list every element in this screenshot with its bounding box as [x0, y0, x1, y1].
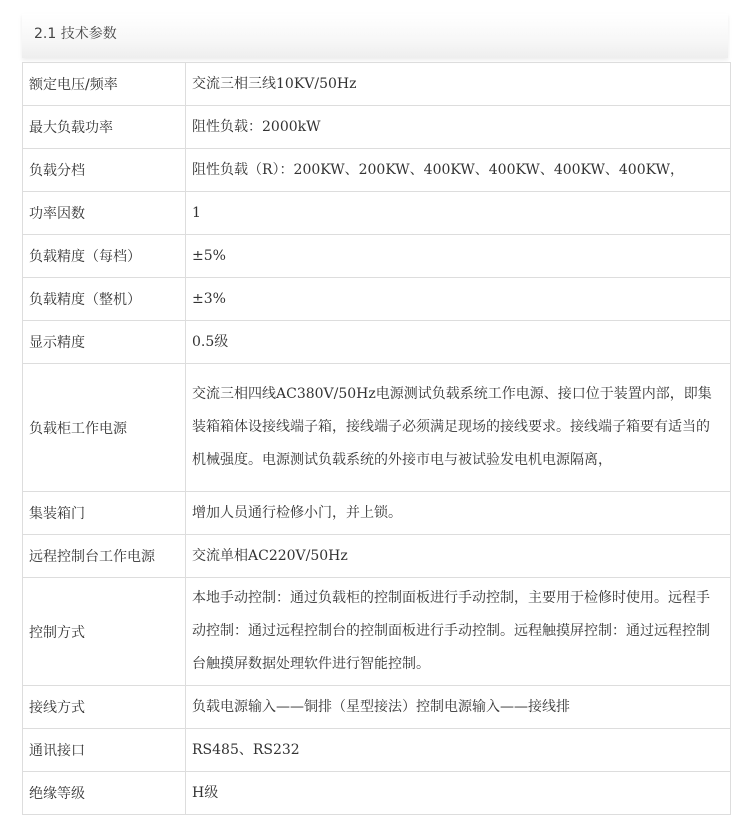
param-label: 绝缘等级: [23, 772, 186, 815]
param-value: 0.5级: [186, 321, 731, 364]
table-row: [23, 192, 731, 235]
param-value: 阻性负载：2000kW: [186, 106, 731, 149]
param-label: 远程控制台工作电源: [23, 535, 186, 578]
param-value: 增加人员通行检修小门，并上锁。: [186, 492, 731, 535]
param-value: 阻性负载（R）：200KW、200KW、400KW、400KW、400KW、400KW，: [186, 149, 731, 192]
param-value: 本地手动控制：通过负载柜的控制面板进行手动控制，主要用于检修时使用。远程手动控制：通过远程控制台的控制面板进行手动控制。远程触摸屏控制：通过远程控制台触摸屏数据处理软件进行智能控制。: [186, 578, 731, 686]
param-label: 功率因数: [23, 192, 186, 235]
param-value: 交流三相三线10KV/50Hz: [186, 63, 731, 106]
param-label: 额定电压/频率: [23, 63, 186, 106]
param-label: 集装箱门: [23, 492, 186, 535]
table-row: [23, 278, 731, 321]
param-value: 1: [186, 192, 731, 235]
param-label: 接线方式: [23, 686, 186, 729]
technical-parameters-table: [22, 62, 731, 815]
table-row: [23, 235, 731, 278]
table-row: [23, 686, 731, 729]
param-label: 负载精度（每档）: [23, 235, 186, 278]
table-row: [23, 321, 731, 364]
section-title: 2.1 技术参数: [34, 26, 117, 42]
section-header: [22, 14, 728, 58]
table-row: [23, 492, 731, 535]
param-label: 控制方式: [23, 578, 186, 686]
param-label: 负载柜工作电源: [23, 364, 186, 492]
param-value: ±3%: [186, 278, 731, 321]
param-label: 通讯接口: [23, 729, 186, 772]
table-row: [23, 535, 731, 578]
table-row: [23, 106, 731, 149]
table-row: [23, 772, 731, 815]
param-label: 最大负载功率: [23, 106, 186, 149]
param-value: 交流单相AC220V/50Hz: [186, 535, 731, 578]
param-label: 负载精度（整机）: [23, 278, 186, 321]
table-row: [23, 364, 731, 492]
table-row: [23, 729, 731, 772]
table-row: [23, 149, 731, 192]
table-row: [23, 63, 731, 106]
param-value: RS485、RS232: [186, 729, 731, 772]
param-value: 交流三相四线AC380V/50Hz电源测试负载系统工作电源、接口位于装置内部，即集装箱箱体设接线端子箱，接线端子必须满足现场的接线要求。接线端子箱要有适当的机械强度。电源测试负载系统的外接市电与被试验发电机电源隔离，: [186, 364, 731, 492]
param-label: 负载分档: [23, 149, 186, 192]
table-row: [23, 578, 731, 686]
param-label: 显示精度: [23, 321, 186, 364]
param-value: 负载电源输入——铜排（星型接法）控制电源输入——接线排: [186, 686, 731, 729]
param-value: H级: [186, 772, 731, 815]
param-value: ±5%: [186, 235, 731, 278]
